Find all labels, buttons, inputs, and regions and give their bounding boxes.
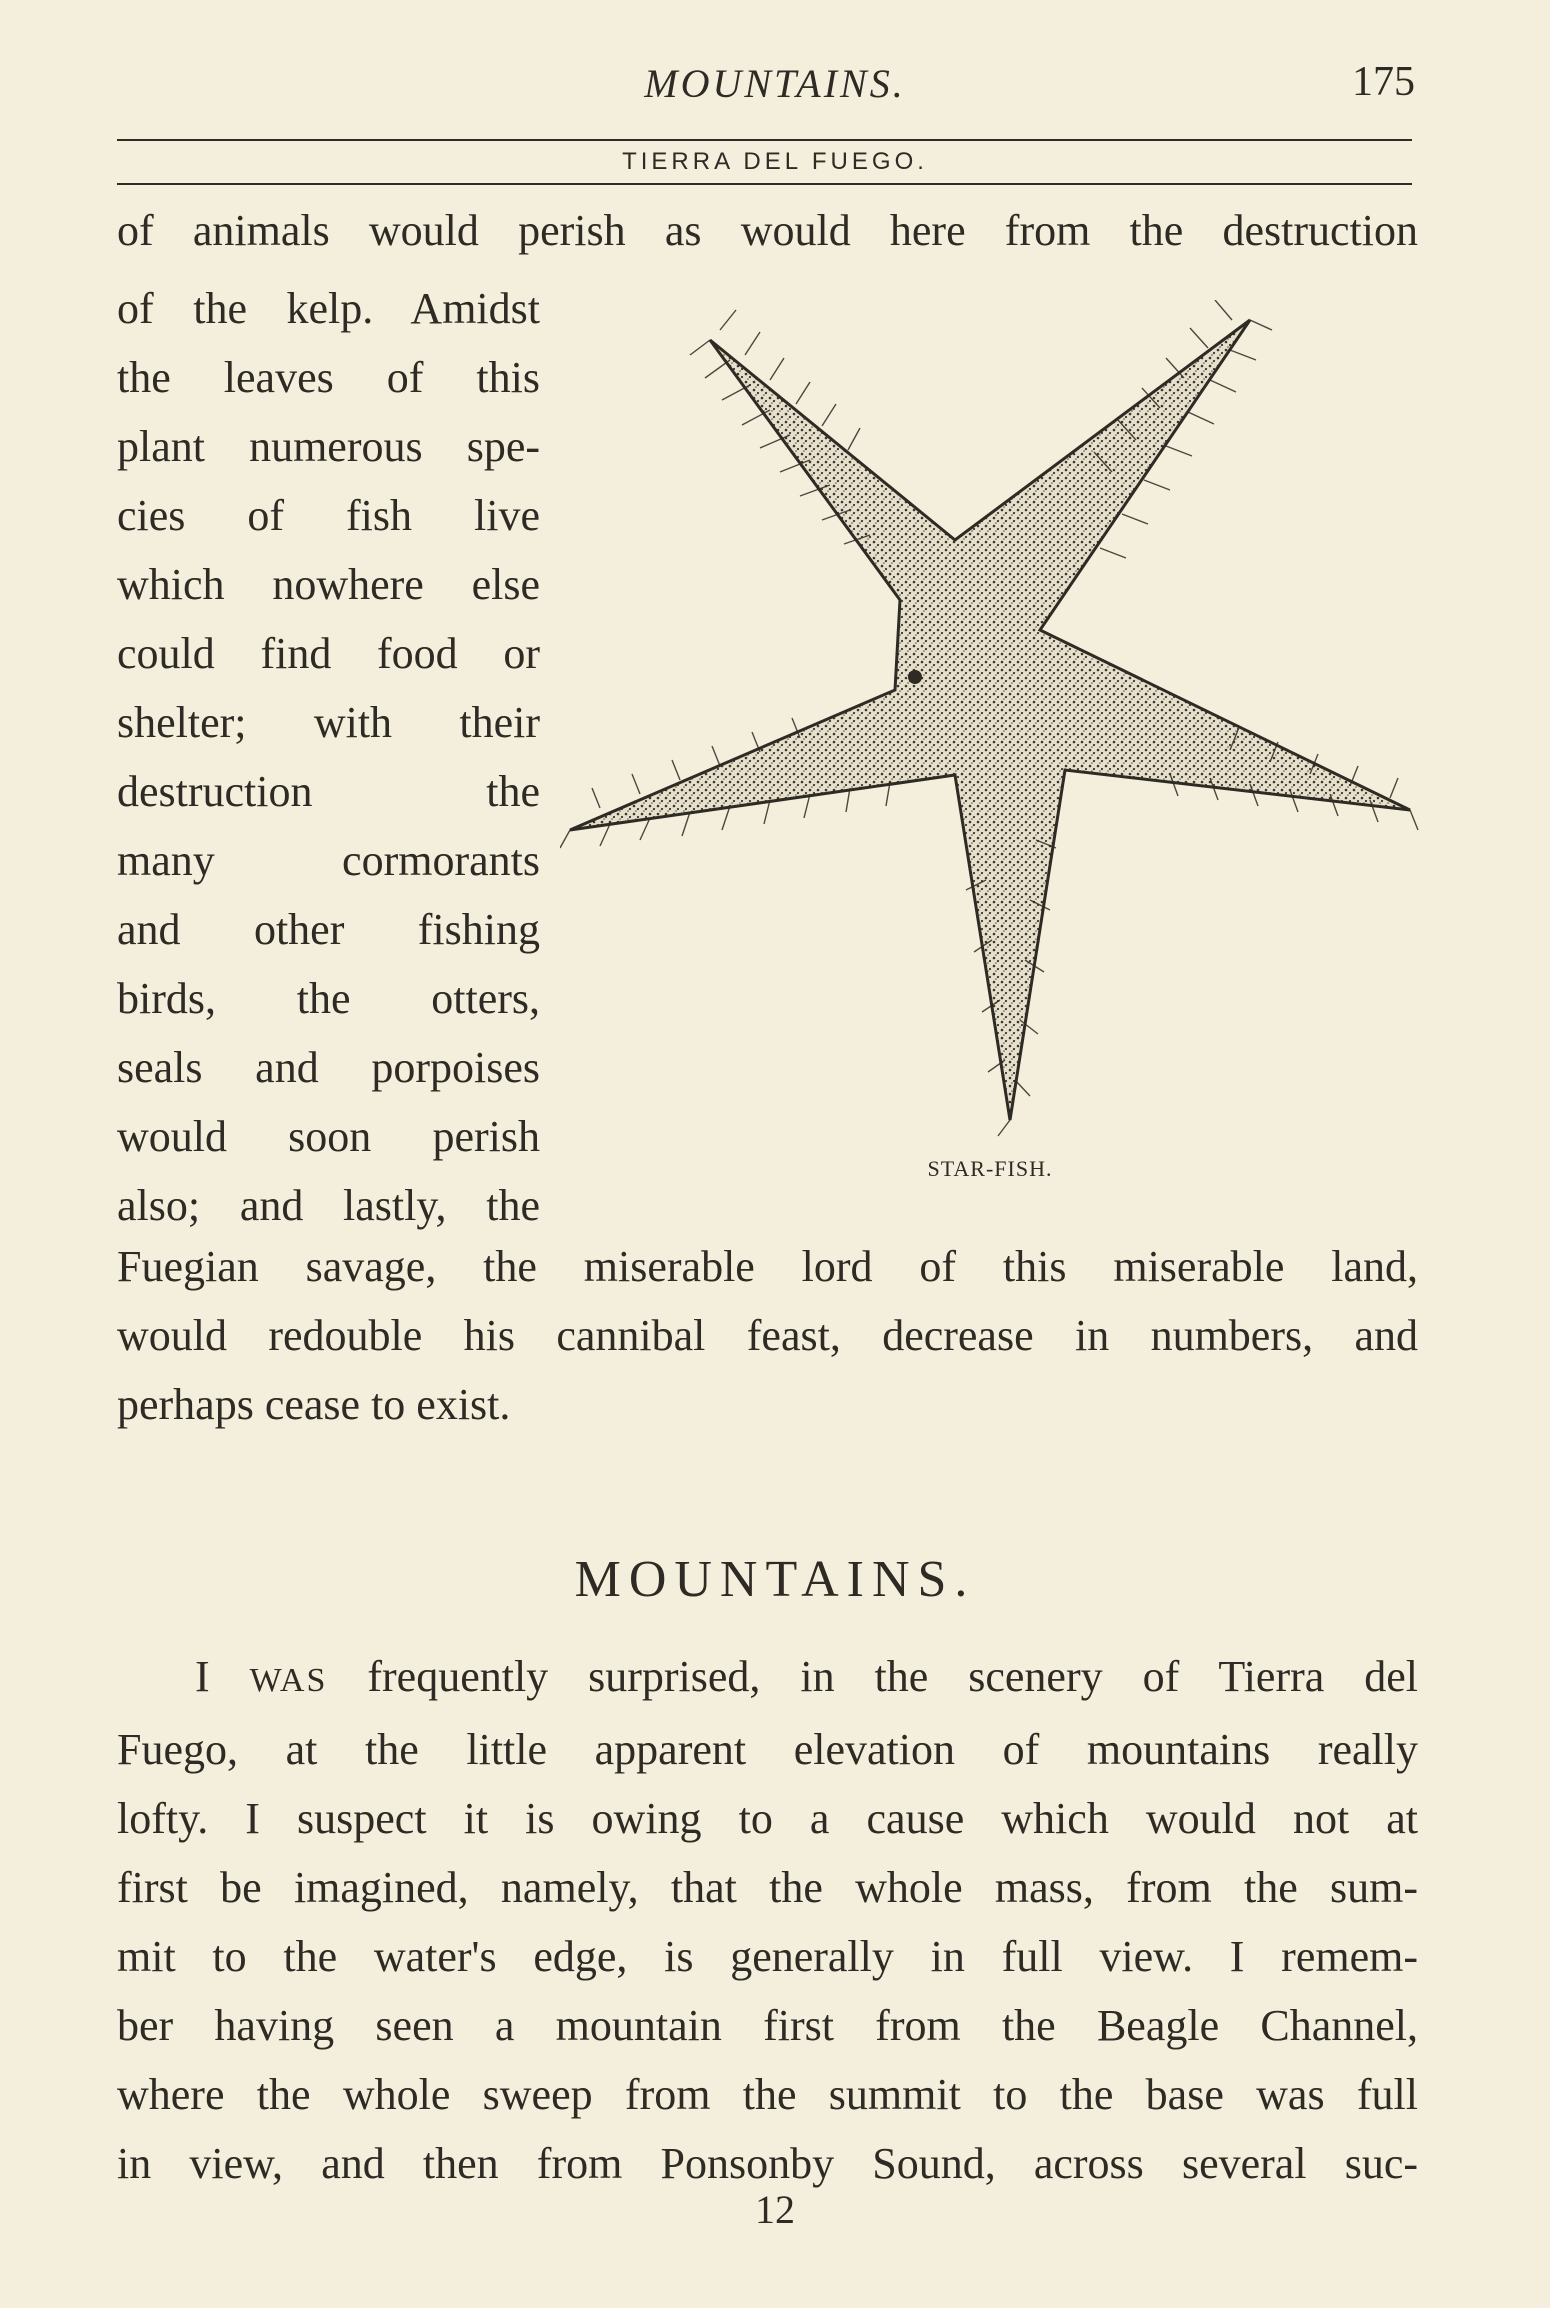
text-line: ber having seen a mountain first from the Beagle Channel, <box>117 2001 1418 2050</box>
text-line: which nowhere else <box>117 560 540 609</box>
section-head: TIERRA DEL FUEGO. <box>622 148 928 175</box>
page-number: 175 <box>1352 59 1415 105</box>
paragraph-1-start <box>117 196 1418 265</box>
signature-mark: 12 <box>755 2187 795 2232</box>
text-line: of animals would perish as would here from the destruction <box>117 206 1418 255</box>
text-line: where the whole sweep from the summit to the base was full <box>117 2070 1418 2119</box>
section-heading: MOUNTAINS. <box>574 1551 976 1608</box>
running-title: MOUNTAINS. <box>644 61 906 106</box>
text-line: shelter; with their <box>117 698 540 747</box>
text-line: many cormorants <box>117 836 540 885</box>
text-line: birds, the otters, <box>117 974 540 1023</box>
text-line: in view, and then from Ponsonby Sound, across several suc- <box>117 2139 1418 2188</box>
text-line <box>117 1642 1418 1715</box>
text-line: destruction the <box>117 767 540 816</box>
text-line: would redouble his cannibal feast, decrease in numbers, and <box>117 1311 1418 1360</box>
text-line: of the kelp. Amidst <box>117 284 540 333</box>
paragraph-2 <box>117 1642 1418 2198</box>
text-line: Fuegian savage, the miserable lord of this miserable land, <box>117 1242 1418 1291</box>
text-line: plant numerous spe- <box>117 422 540 471</box>
text-line: seals and porpoises <box>117 1043 540 1092</box>
text-line: lofty. I suspect it is owing to a cause which would not at <box>117 1794 1418 1843</box>
paragraph-1-end <box>117 1232 1418 1439</box>
text-line: could find food or <box>117 629 540 678</box>
text-line: cies of fish live <box>117 491 540 540</box>
first-word: I <box>195 1652 210 1701</box>
text-line: first be imagined, namely, that the whole mass, from the sum- <box>117 1863 1418 1912</box>
header-rule-bottom <box>117 183 1412 185</box>
text-line: and other fishing <box>117 905 540 954</box>
side-column <box>117 274 540 1240</box>
starfish-icon <box>560 300 1418 1136</box>
text-line: perhaps cease to exist. <box>117 1380 511 1429</box>
header-rule-top <box>117 139 1412 141</box>
starfish-illustration <box>560 300 1420 1160</box>
line-rest: frequently surprised, in the scenery of Tierra del <box>367 1652 1418 1701</box>
text-line: the leaves of this <box>117 353 540 402</box>
figure-caption: STAR-FISH. <box>927 1156 1053 1181</box>
text-line: Fuego, at the little apparent elevation of mountains really <box>117 1725 1418 1774</box>
small-caps-word: WAS <box>249 1662 328 1699</box>
text-line: mit to the water's edge, is generally in full view. I remem- <box>117 1932 1418 1981</box>
text-line: would soon perish <box>117 1112 540 1161</box>
text-line: also; and lastly, the <box>117 1181 540 1230</box>
